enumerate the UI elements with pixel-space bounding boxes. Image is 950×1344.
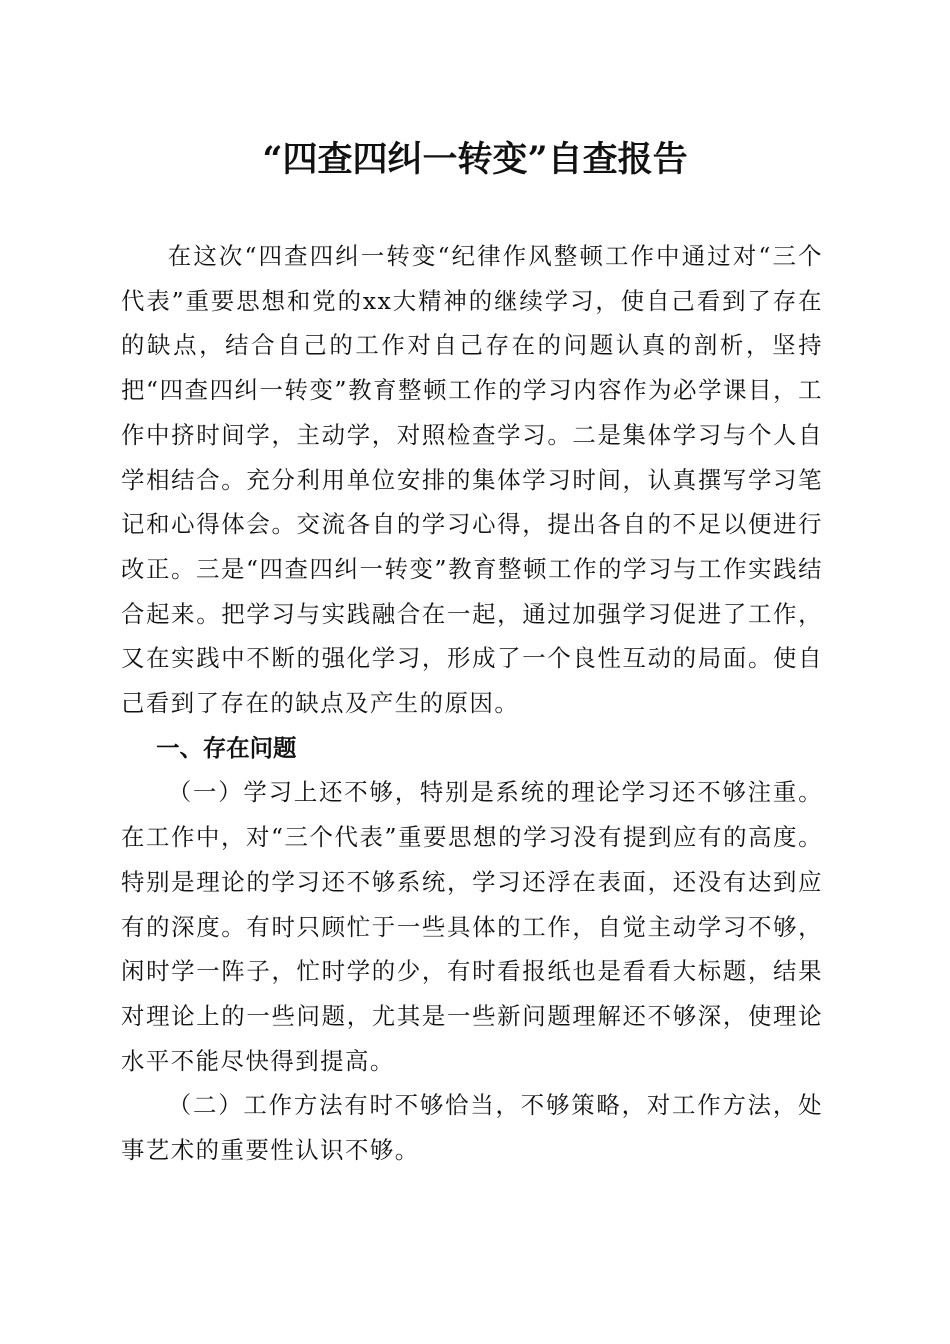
document-title: “四查四纠一转变”自查报告 bbox=[262, 139, 688, 180]
problem-item-one: （一）学习上还不够，特别是系统的理论学习还不够注重。在工作中，对“三个代表”重要思想的学习没有提到应有的高度。特别是理论的学习还不够系统，学习还浮在表面，还没有达到应有的深度。有时只顾忙于一些具体的工作，自觉主动学习不够，闲时学一阵子，忙时学的少，有时看报纸也是看看大标题，结果对理论上的一些问题，尤其是一些新问题理解还不够深，使理论水平不能尽快得到提高。 bbox=[121, 778, 823, 1075]
intro-paragraph: 在这次“四查四纠一转变“纪律作风整顿工作中通过对“三个代表”重要思想和党的xx大精神的继续学习，使自己看到了存在的缺点，结合自己的工作对自己存在的问题认真的剖析，坚持把“四查四纠一转变”教育整顿工作的学习内容作为必学课目，工作中挤时间学，主动学，对照检查学习。二是集体学习与个人自学相结合。充分利用单位安排的集体学习时间，认真撰写学习笔记和心得体会。交流各自的学习心得，提出各自的不足以便进行改正。三是“四查四纠一转变”教育整顿工作的学习与工作实践结合起来。把学习与实践融合在一起，通过加强学习促进了工作，又在实践中不断的强化学习，形成了一个良性互动的局面。使自己看到了存在的缺点及产生的原因。 bbox=[121, 242, 823, 718]
document-body bbox=[121, 234, 823, 1173]
problem-item-two: （二）工作方法有时不够恰当，不够策略，对工作方法，处事艺术的重要性认识不够。 bbox=[121, 1091, 823, 1165]
section-heading-problems: 一、存在问题 bbox=[156, 733, 297, 762]
